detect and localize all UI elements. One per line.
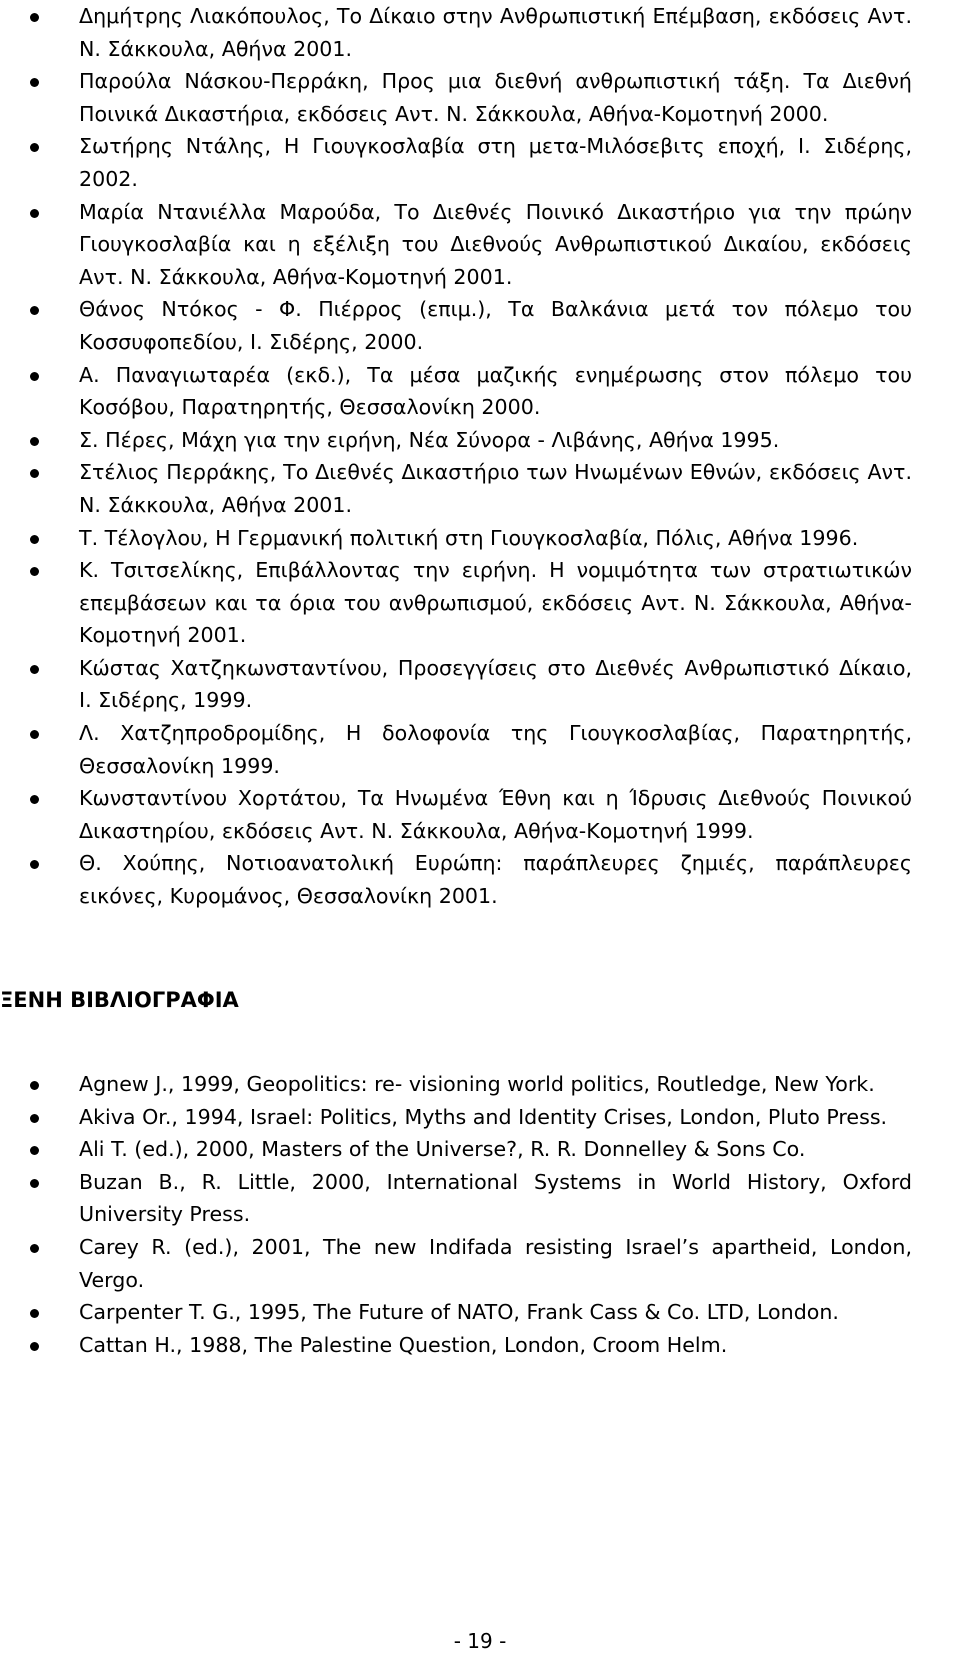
- list-item-text: Cattan H., 1988, The Palestine Question, London, Croom Helm.: [79, 1332, 728, 1357]
- list-item-text: Buzan B., R. Little, 2000, International Systems in World History, Oxford University Press.: [79, 1169, 912, 1227]
- list-item: [0, 1296, 960, 1329]
- list-item-text: Agnew J., 1999, Geopolitics: re- visioning world politics, Routledge, New York.: [79, 1072, 875, 1096]
- list-item: [0, 717, 960, 782]
- list-item: [0, 522, 960, 555]
- bullet-icon: [30, 13, 39, 22]
- list-item: [0, 456, 960, 521]
- bullet-icon: [30, 567, 39, 576]
- bullet-icon: [30, 209, 39, 218]
- list-item: [0, 196, 960, 294]
- list-item: [0, 0, 960, 65]
- page-number: - 19 -: [453, 1629, 507, 1653]
- list-item: [0, 424, 960, 457]
- bullet-icon: [30, 1244, 39, 1253]
- bullet-icon: [30, 535, 39, 544]
- list-item: [0, 1133, 960, 1166]
- list-item-text: Μαρία Ντανιέλλα Μαρούδα, Το Διεθνές Ποινικό Δικαστήριο για την πρώην Γιουγκοσλαβία και η εξέλιξη του Διεθνούς Ανθρωπιστικού Δικαίου, εκδόσεις Αντ. Ν. Σάκκουλα, Αθήνα-Κομοτηνή 2001.: [79, 199, 912, 289]
- list-item-text: Τ. Τέλογλου, Η Γερμανική πολιτική στη Γιουγκοσλαβία, Πόλις, Αθήνα 1996.: [79, 525, 859, 550]
- bullet-icon: [30, 860, 39, 869]
- list-item-text: Α. Παναγιωταρέα (εκδ.), Τα μέσα μαζικής ενημέρωσης στον πόλεμο του Κοσόβου, Παρατηρητής, Θεσσαλονίκη 2000.: [79, 362, 912, 420]
- section-heading-foreign-bibliography: ΞΕΝΗ ΒΙΒΛΙΟΓΡΑΦΙΑ: [0, 988, 239, 1012]
- bullet-icon: [30, 1146, 39, 1155]
- list-item-text: Θ. Χούπης, Νοτιοανατολική Ευρώπη: παράπλευρες ζημιές, παράπλευρες εικόνες, Κυρομάνος, Θεσσαλονίκη 2001.: [79, 851, 912, 909]
- bullet-icon: [30, 1179, 39, 1188]
- bullet-icon: [30, 469, 39, 478]
- list-item-text: Carpenter T. G., 1995, The Future of NATO, Frank Cass & Co. LTD, London.: [79, 1300, 839, 1325]
- bullet-icon: [30, 306, 39, 315]
- list-item: [0, 782, 960, 847]
- list-item-text: Κώστας Χατζηκωνσταντίνου, Προσεγγίσεις στο Διεθνές Ανθρωπιστικό Δίκαιο, Ι. Σιδέρης, 1999.: [79, 655, 912, 713]
- bullet-icon: [30, 1342, 39, 1351]
- list-item-text: Λ. Χατζηπροδρομίδης, Η δολοφονία της Γιουγκοσλαβίας, Παρατηρητής, Θεσσαλονίκη 1999.: [79, 721, 912, 778]
- list-item: [0, 1329, 960, 1362]
- list-item: [0, 293, 960, 358]
- foreign-bibliography-list: [0, 1068, 960, 1361]
- list-item-text: Κωνσταντίνου Χορτάτου, Τα Ηνωμένα Έθνη και η Ίδρυσις Διεθνούς Ποινικού Δικαστηρίου, εκδόσεις Αντ. Ν. Σάκκουλα, Αθήνα-Κομοτηνή 1999.: [79, 786, 912, 843]
- bullet-icon: [30, 1081, 39, 1090]
- bullet-icon: [30, 1309, 39, 1318]
- list-item: [0, 65, 960, 130]
- list-item: [0, 554, 960, 652]
- list-item-text: Σ. Πέρες, Μάχη για την ειρήνη, Νέα Σύνορα - Λιβάνης, Αθήνα 1995.: [79, 427, 780, 452]
- list-item: [0, 130, 960, 195]
- list-item: [0, 359, 960, 424]
- list-item-text: Σωτήρης Ντάλης, Η Γιουγκοσλαβία στη μετα-Μιλόσεβιτς εποχή, Ι. Σιδέρης, 2002.: [79, 134, 912, 191]
- list-item-text: Παρούλα Νάσκου-Περράκη, Προς μια διεθνή ανθρωπιστική τάξη. Τα Διεθνή Ποινικά Δικαστήρια, εκδόσεις Αντ. Ν. Σάκκουλα, Αθήνα-Κομοτηνή 2000.: [79, 69, 912, 126]
- bullet-icon: [30, 372, 39, 381]
- list-item: [0, 1231, 960, 1296]
- list-item: [0, 1166, 960, 1231]
- bullet-icon: [30, 437, 39, 446]
- bullet-icon: [30, 795, 39, 804]
- list-item: [0, 847, 960, 912]
- list-item-text: Θάνος Ντόκος - Φ. Πιέρρος (επιμ.), Τα Βαλκάνια μετά τον πόλεμο του Κοσσυφοπεδίου, Ι. Σιδέρης, 2000.: [79, 297, 912, 354]
- bullet-icon: [30, 730, 39, 739]
- list-item-text: Akiva Or., 1994, Israel: Politics, Myths and Identity Crises, London, Pluto Press.: [79, 1104, 888, 1129]
- bullet-icon: [30, 665, 39, 674]
- list-item: [0, 1101, 960, 1134]
- list-item-text: Ali T. (ed.), 2000, Masters of the Universe?, R. R. Donnelley & Sons Co.: [79, 1137, 806, 1162]
- list-item-text: Στέλιος Περράκης, Το Διεθνές Δικαστήριο των Ηνωμένων Εθνών, εκδόσεις Αντ. Ν. Σάκκουλα, Αθήνα 2001.: [79, 460, 912, 517]
- list-item-text: Κ. Τσιτσελίκης, Επιβάλλοντας την ειρήνη. Η νομιμότητα των στρατιωτικών επεμβάσεων και τα όρια του ανθρωπισμού, εκδόσεις Αντ. Ν. Σάκκουλα, Αθήνα-Κομοτηνή 2001.: [79, 558, 912, 648]
- list-item: [0, 652, 960, 717]
- list-item-text: Carey R. (ed.), 2001, The new Indifada resisting Israel’s apartheid, London, Vergo.: [79, 1234, 912, 1292]
- list-item: [0, 1068, 960, 1101]
- bullet-icon: [30, 143, 39, 152]
- bullet-icon: [30, 1114, 39, 1123]
- bullet-icon: [30, 78, 39, 87]
- list-item-text: Δημήτρης Λιακόπουλος, Το Δίκαιο στην Ανθρωπιστική Επέμβαση, εκδόσεις Αντ. Ν. Σάκκουλα, Αθήνα 2001.: [79, 4, 912, 61]
